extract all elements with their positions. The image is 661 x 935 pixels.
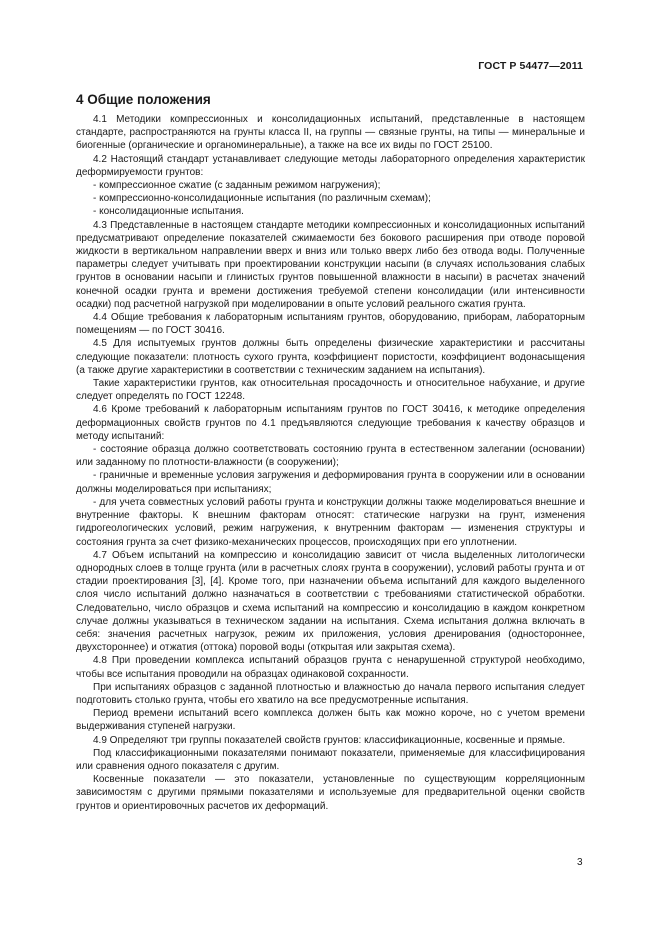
- list-item: - граничные и временные условия загружения и деформирования грунта в сооружении или в основании должны моделироваться при испытаниях;: [76, 470, 585, 495]
- paragraph: 4.7 Объем испытаний на компрессию и консолидацию зависит от числа выделенных литологически однородных слоев в толще грунта (или в расчетных слоях грунта в сооружении), условий работы грунта и от стадии проектирования [3], [4]. Кроме того, при назначении объема испытаний для каждого выделенного слоя число испытаний должно назначаться в соответствии с требованиями статистической обработки. Следовательно, число образцов и схема испытаний на компрессию и консолидацию в каждом конкретном случае должны указываться в техническом задании на испытания. Схема испытания должна включать в себя: значения расчетных нагрузок, режим их приложения, условия дренирования (одностороннее, двухстороннее) и отжатия (оттока) поровой воды (открытая или закрытая схема).: [76, 549, 585, 654]
- list-item: - компрессионно-консолидационные испытания (по различным схемам);: [93, 193, 431, 205]
- paragraph: 4.4 Общие требования к лабораторным испытаниям грунтов, оборудованию, приборам, лабораторным помещениям — по ГОСТ 30416.: [76, 312, 585, 337]
- paragraph: Косвенные показатели — это показатели, установленные по существующим корреляционным зависимостям с другими прямыми показателями и используемые для предварительной оценки свойств грунтов и ориентировочных расчетов их деформаций.: [76, 774, 585, 812]
- list-item: - для учета совместных условий работы грунта и конструкции должны также моделироваться внешние и внутренние факторы. К внешним факторам относят: статические нагрузки на грунт, изменения гидрогеологических условий, режим нагружения, к внутренним факторам — изменения структуры и состояния грунта за счет физико-механических процессов, происходящих при его уплотнении.: [76, 496, 585, 548]
- paragraph: Период времени испытаний всего комплекса должен быть как можно короче, но с учетом времени выдерживания ступеней нагрузки.: [76, 708, 585, 733]
- paragraph: Под классификационными показателями понимают показатели, применяемые для классифицирования или сравнения одного показателя с другим.: [76, 747, 585, 772]
- paragraph: 4.3 Представленные в настоящем стандарте методики компрессионных и консолидационных испытаний предусматривают определение показателей сжимаемости без бокового расширения при отводе поровой жидкости в вертикальном направлении вверх и вниз или только вверх либо без отвода воды. Полученные параметры следует учитывать при проектировании конструкции насыпи (в случаях использования слабых грунтов в основании насыпи и глинистых грунтов повышенной влажности в насыпи) в расчетах значений конечной осадки грунта и времени достижения требуемой степени консолидации (или интенсивности осадки) под расчетной нагрузкой при моделировании в опыте условий реального сжатия грунта.: [76, 219, 585, 310]
- list-item: - состояние образца должно соответствовать состоянию грунта в естественном залегании (основании) или заданному по плотности-влажности (в сооружении);: [76, 444, 585, 469]
- standard-header: ГОСТ Р 54477—2011: [478, 60, 583, 72]
- section-body: [76, 113, 585, 813]
- paragraph: 4.5 Для испытуемых грунтов должны быть определены физические характеристики и рассчитаны следующие показатели: плотность сухого грунта, коэффициент пористости, коэффициент водонасыщения (а также другие характеристики в соответствии с техническим заданием на испытания).: [76, 338, 585, 376]
- paragraph: 4.9 Определяют три группы показателей свойств грунтов: классификационные, косвенные и прямые.: [93, 734, 566, 746]
- list-item: - консолидационные испытания.: [93, 206, 244, 218]
- paragraph: 4.1 Методики компрессионных и консолидационных испытаний, представленные в настоящем стандарте, распространяются на грунты класса II, на группы — связные грунты, на типы — минеральные и биогенные (органические и органоминеральные), а также на все их виды по ГОСТ 25100.: [76, 114, 585, 152]
- paragraph: 4.2 Настоящий стандарт устанавливает следующие методы лабораторного определения характеристик деформируемости грунтов:: [76, 153, 585, 178]
- list-item: - компрессионное сжатие (с заданным режимом нагружения);: [93, 180, 381, 192]
- page-number: 3: [577, 857, 583, 868]
- paragraph: 4.6 Кроме требований к лабораторным испытаниям грунтов по ГОСТ 30416, к методике определения деформационных свойств грунтов по 4.1 предъявляются следующие требования к качеству образцов и методу испытаний:: [76, 404, 585, 442]
- paragraph: Такие характеристики грунтов, как относительная просадочность и относительное набухание, и другие следует определять по ГОСТ 12248.: [76, 378, 585, 403]
- section-title: 4 Общие положения: [76, 92, 211, 107]
- paragraph: При испытаниях образцов с заданной плотностью и влажностью до начала первого испытания следует подготовить столько грунта, чтобы его хватило на все предусмотренные испытания.: [76, 681, 585, 706]
- paragraph: 4.8 При проведении комплекса испытаний образцов грунта с ненарушенной структурой необходимо, чтобы все испытания проводили на образцах одинаковой сохранности.: [76, 655, 585, 680]
